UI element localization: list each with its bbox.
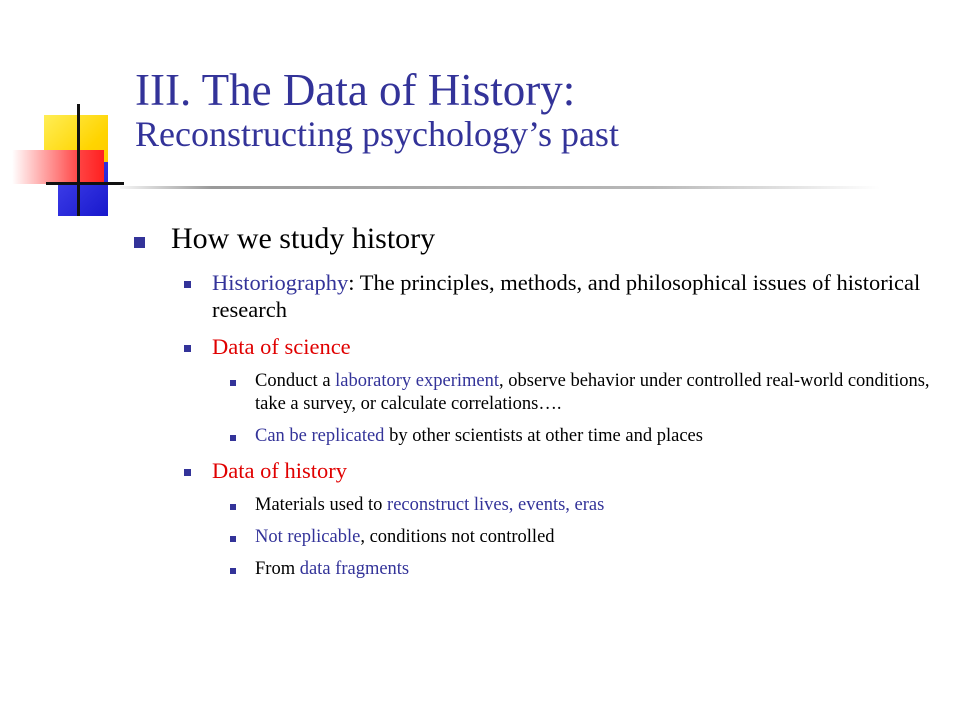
history-item-not-replicable-a: Not replicable <box>255 527 361 547</box>
square-bullet-icon <box>184 281 191 288</box>
science-item-replicated-a: Can be replicated <box>255 425 385 446</box>
historiography-term: Historiography <box>212 269 349 295</box>
bullet-main-text: How we study history <box>171 222 436 255</box>
history-item-materials-a: Materials used to <box>255 494 388 515</box>
history-item-not-replicable-b: , conditions not controlled <box>360 527 555 547</box>
history-item-fragments <box>230 558 934 581</box>
science-item-replicated <box>230 425 934 448</box>
history-item-fragments-a: From <box>255 559 300 580</box>
horizontal-line-shape <box>46 182 124 185</box>
science-item-methods-a: Conduct a <box>255 370 336 391</box>
square-bullet-icon <box>230 504 236 510</box>
bullet-main <box>134 222 934 257</box>
data-of-history-heading: Data of history <box>212 457 347 483</box>
title-line-1: III. The Data of History: <box>135 65 576 115</box>
square-bullet-icon <box>184 345 191 352</box>
science-item-methods-b: laboratory experiment <box>335 370 500 391</box>
history-item-materials <box>230 494 934 517</box>
data-of-science-heading: Data of science <box>212 333 351 359</box>
science-item-methods <box>230 370 934 416</box>
history-item-materials-b: reconstruct lives, events, eras <box>387 494 605 515</box>
title-line-2: Reconstructing psychology’s past <box>135 113 619 154</box>
square-bullet-icon <box>184 469 191 476</box>
science-item-methods-c: , observe behavior under controlled real-world conditions, take a survey, or calculate correlations…. <box>255 370 930 414</box>
slide-title <box>135 66 935 153</box>
title-divider <box>120 186 880 189</box>
red-bar-shape <box>12 150 104 184</box>
science-item-replicated-b: by other scientists at other time and places <box>384 425 703 446</box>
slide-logo <box>0 0 130 230</box>
vertical-line-shape <box>77 104 80 216</box>
historiography-definition: : The principles, methods, and philosophical issues of historical research <box>212 269 921 322</box>
square-bullet-icon <box>230 568 236 574</box>
bullet-data-of-history <box>184 457 934 484</box>
history-item-not-replicable <box>230 526 934 549</box>
history-item-fragments-b: data fragments <box>299 559 410 580</box>
square-bullet-icon <box>230 435 236 441</box>
slide-body <box>134 222 934 590</box>
square-bullet-icon <box>134 237 145 248</box>
bullet-data-of-science <box>184 333 934 360</box>
bullet-historiography <box>184 269 934 323</box>
square-bullet-icon <box>230 380 236 386</box>
square-bullet-icon <box>230 536 236 542</box>
